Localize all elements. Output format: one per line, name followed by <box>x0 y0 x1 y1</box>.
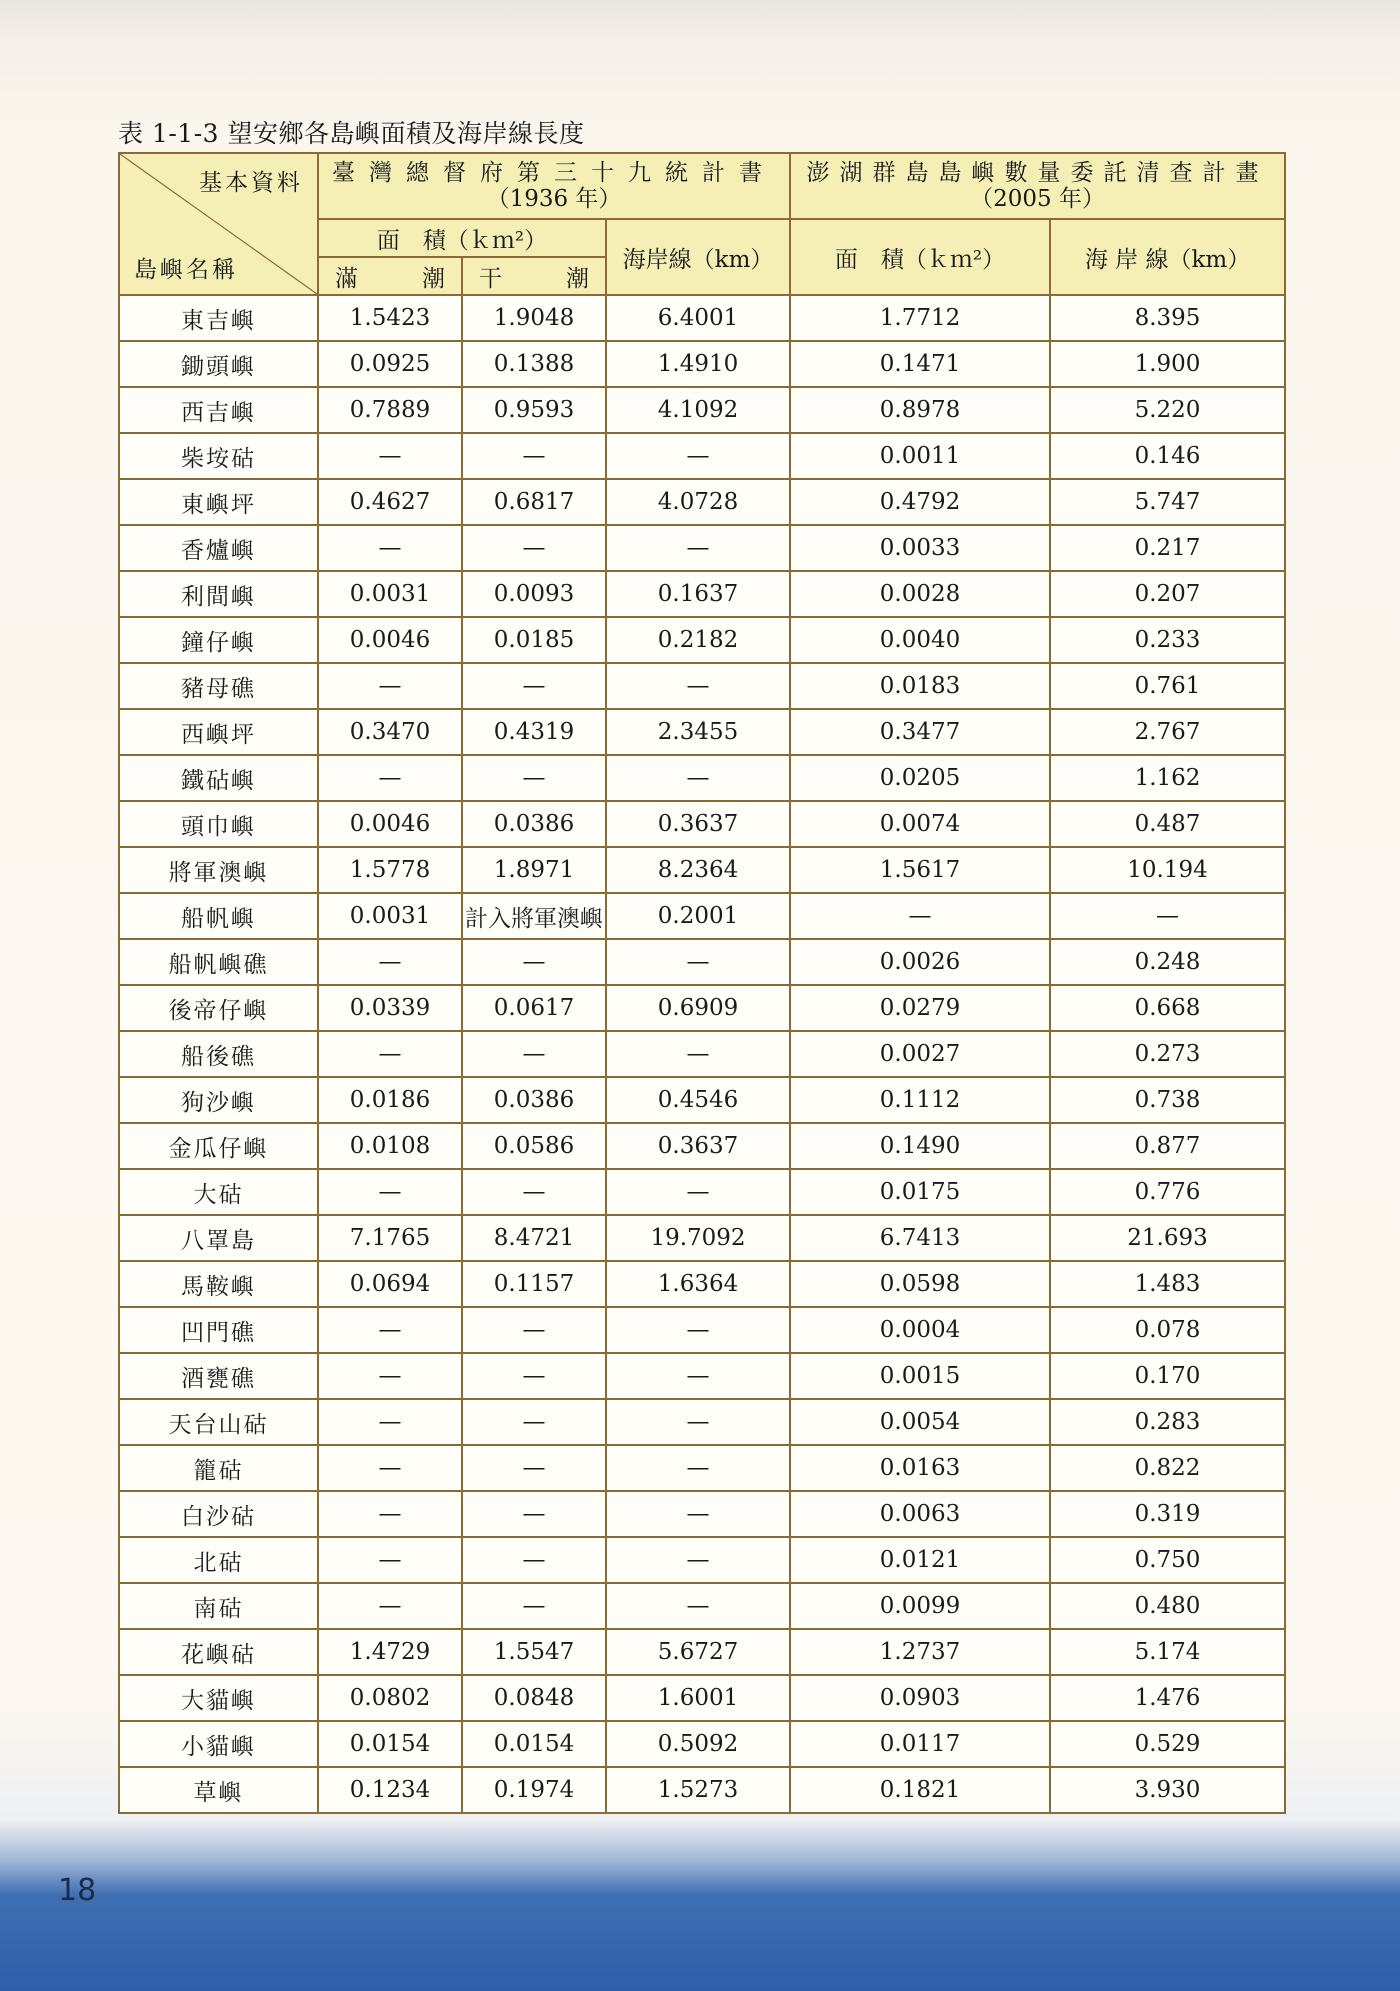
island-name-cell: 鋤頭嶼 <box>119 341 318 387</box>
coastline-2005-cell: 0.078 <box>1050 1307 1285 1353</box>
coastline-1936-cell: — <box>606 525 790 571</box>
area-2005-cell: 0.0015 <box>790 1353 1050 1399</box>
low-tide-area-1936-cell: — <box>462 755 606 801</box>
table-row <box>119 1353 1285 1399</box>
island-name-cell: 頭巾嶼 <box>119 801 318 847</box>
coastline-1936-cell: — <box>606 1583 790 1629</box>
low-tide-area-1936-cell: — <box>462 1445 606 1491</box>
island-name-cell: 白沙𥑮 <box>119 1491 318 1537</box>
high-tide-area-1936-cell: — <box>318 1353 462 1399</box>
coastline-1936-cell: 1.4910 <box>606 341 790 387</box>
table-row <box>119 1169 1285 1215</box>
island-name-cell: 草嶼 <box>119 1767 318 1813</box>
island-name-cell: 凹門礁 <box>119 1307 318 1353</box>
high-tide-area-1936-cell: 0.0154 <box>318 1721 462 1767</box>
island-name-cell: 狗沙嶼 <box>119 1077 318 1123</box>
area-2005-cell: 0.0117 <box>790 1721 1050 1767</box>
low-tide-area-1936-cell: 1.9048 <box>462 295 606 341</box>
island-name-cell: 船後礁 <box>119 1031 318 1077</box>
page-number: 18 <box>58 1873 97 1908</box>
coastline-1936-cell: — <box>606 1399 790 1445</box>
corner-bottom-label: 島嶼名稱 <box>134 257 238 283</box>
coastline-2005-cell: 0.207 <box>1050 571 1285 617</box>
area-2005-cell: 0.0027 <box>790 1031 1050 1077</box>
area-2005-cell: 0.0099 <box>790 1583 1050 1629</box>
high-tide-area-1936-cell: 0.0339 <box>318 985 462 1031</box>
island-name-cell: 柴垵𥑮 <box>119 433 318 479</box>
area-2005-cell: 0.3477 <box>790 709 1050 755</box>
low-tide-area-1936-cell: 1.8971 <box>462 847 606 893</box>
coastline-2005-cell: 5.747 <box>1050 479 1285 525</box>
low-tide-area-1936-cell: 0.6817 <box>462 479 606 525</box>
island-name-cell: 花嶼𥑮 <box>119 1629 318 1675</box>
coastline-1936-cell: 5.6727 <box>606 1629 790 1675</box>
table-row <box>119 755 1285 801</box>
coastline-2005-cell: 0.822 <box>1050 1445 1285 1491</box>
low-tide-area-1936-cell: 0.0386 <box>462 1077 606 1123</box>
high-tide-area-1936-cell: — <box>318 1031 462 1077</box>
coastline-1936-cell: — <box>606 1537 790 1583</box>
island-name-cell: 天台山𥑮 <box>119 1399 318 1445</box>
island-name-cell: 將軍澳嶼 <box>119 847 318 893</box>
high-tide-area-1936-cell: 7.1765 <box>318 1215 462 1261</box>
coastline-1936-cell: — <box>606 1307 790 1353</box>
high-tide-area-1936-cell: 0.1234 <box>318 1767 462 1813</box>
area-2005-cell: 0.8978 <box>790 387 1050 433</box>
island-name-cell: 北𥑮 <box>119 1537 318 1583</box>
coastline-1936-cell: — <box>606 755 790 801</box>
coastline-1936-cell: 4.0728 <box>606 479 790 525</box>
area-2005-cell: 0.0121 <box>790 1537 1050 1583</box>
survey-2005-header <box>790 153 1285 219</box>
coastline-1936-cell: 0.3637 <box>606 801 790 847</box>
low-tide-area-1936-cell: — <box>462 1307 606 1353</box>
coastline-2005-cell: 0.319 <box>1050 1491 1285 1537</box>
coastline-1936-cell: — <box>606 1491 790 1537</box>
table-row <box>119 433 1285 479</box>
island-name-cell: 八罩島 <box>119 1215 318 1261</box>
high-tide-area-1936-cell: 0.0694 <box>318 1261 462 1307</box>
table-row <box>119 709 1285 755</box>
island-name-cell: 大貓嶼 <box>119 1675 318 1721</box>
high-tide-area-1936-cell: — <box>318 525 462 571</box>
coastline-2005-cell: 0.750 <box>1050 1537 1285 1583</box>
high-tide-area-1936-cell: — <box>318 1537 462 1583</box>
coastline-2005-cell: 1.483 <box>1050 1261 1285 1307</box>
low-tide-area-1936-cell: 0.4319 <box>462 709 606 755</box>
low-tide-area-1936-cell: 0.0154 <box>462 1721 606 1767</box>
coastline-2005-cell: 1.476 <box>1050 1675 1285 1721</box>
area-2005-cell: 0.4792 <box>790 479 1050 525</box>
coast-1936-header: 海岸線（km） <box>606 219 790 295</box>
coastline-2005-cell: 2.767 <box>1050 709 1285 755</box>
high-tide-area-1936-cell: 1.5778 <box>318 847 462 893</box>
island-name-cell: 籠𥑮 <box>119 1445 318 1491</box>
coastline-2005-cell: 0.529 <box>1050 1721 1285 1767</box>
coastline-2005-cell: 0.233 <box>1050 617 1285 663</box>
table-row <box>119 1077 1285 1123</box>
coastline-1936-cell: 0.6909 <box>606 985 790 1031</box>
island-name-cell: 南𥑮 <box>119 1583 318 1629</box>
table-row <box>119 525 1285 571</box>
island-area-table <box>118 152 1286 1814</box>
survey-1936-title: 臺灣總督府第三十九統計書 <box>332 160 777 186</box>
coastline-1936-cell: — <box>606 1445 790 1491</box>
area-2005-cell: 1.5617 <box>790 847 1050 893</box>
table-row <box>119 663 1285 709</box>
coastline-1936-cell: — <box>606 939 790 985</box>
area-2005-cell: 1.2737 <box>790 1629 1050 1675</box>
survey-1936-year: （1936 年） <box>486 186 622 212</box>
table-row <box>119 1123 1285 1169</box>
coastline-1936-cell: 0.5092 <box>606 1721 790 1767</box>
coastline-2005-cell: 5.220 <box>1050 387 1285 433</box>
coastline-1936-cell: 19.7092 <box>606 1215 790 1261</box>
coastline-2005-cell: 0.761 <box>1050 663 1285 709</box>
table-row <box>119 387 1285 433</box>
area-2005-cell: 0.0903 <box>790 1675 1050 1721</box>
high-tide-area-1936-cell: 0.0108 <box>318 1123 462 1169</box>
coastline-2005-cell: — <box>1050 893 1285 939</box>
area-2005-cell: 0.1471 <box>790 341 1050 387</box>
area-2005-cell: 0.0175 <box>790 1169 1050 1215</box>
coastline-2005-cell: 0.776 <box>1050 1169 1285 1215</box>
survey-2005-title: 澎湖群島島嶼數量委託清查計畫 <box>806 160 1269 186</box>
low-tide-area-1936-cell: 0.0586 <box>462 1123 606 1169</box>
low-tide-area-1936-cell: — <box>462 663 606 709</box>
low-tide-area-1936-cell: 0.0093 <box>462 571 606 617</box>
coastline-1936-cell: 0.3637 <box>606 1123 790 1169</box>
high-tide-area-1936-cell: 0.7889 <box>318 387 462 433</box>
coastline-2005-cell: 0.273 <box>1050 1031 1285 1077</box>
high-tide-area-1936-cell: 0.0031 <box>318 893 462 939</box>
coastline-2005-cell: 0.283 <box>1050 1399 1285 1445</box>
high-tide-area-1936-cell: — <box>318 1445 462 1491</box>
coastline-2005-cell: 8.395 <box>1050 295 1285 341</box>
table-row <box>119 847 1285 893</box>
high-tide-area-1936-cell: 0.4627 <box>318 479 462 525</box>
area-2005-cell: 0.0074 <box>790 801 1050 847</box>
high-tide-area-1936-cell: — <box>318 663 462 709</box>
corner-header-cell <box>119 153 318 295</box>
coastline-1936-cell: 8.2364 <box>606 847 790 893</box>
island-name-cell: 船帆嶼 <box>119 893 318 939</box>
table-row <box>119 1491 1285 1537</box>
low-tide-area-1936-cell: 計入將軍澳嶼 <box>462 893 606 939</box>
low-tide-area-1936-cell: 0.0185 <box>462 617 606 663</box>
coastline-1936-cell: 0.4546 <box>606 1077 790 1123</box>
coastline-1936-cell: 1.6001 <box>606 1675 790 1721</box>
low-tide-area-1936-cell: 1.5547 <box>462 1629 606 1675</box>
high-tide-header: 滿 潮 <box>318 257 462 295</box>
area-2005-cell: 0.0205 <box>790 755 1050 801</box>
area-2005-cell: 0.0026 <box>790 939 1050 985</box>
coastline-1936-cell: 2.3455 <box>606 709 790 755</box>
survey-2005-year: （2005 年） <box>970 186 1105 212</box>
table-caption: 表 1-1-3 望安鄉各島嶼面積及海岸線長度 <box>118 119 585 148</box>
coastline-1936-cell: 1.5273 <box>606 1767 790 1813</box>
table-row <box>119 985 1285 1031</box>
island-name-cell: 鐘仔嶼 <box>119 617 318 663</box>
area-2005-cell: — <box>790 893 1050 939</box>
table-row <box>119 1445 1285 1491</box>
low-tide-area-1936-cell: — <box>462 1169 606 1215</box>
area-2005-cell: 0.0028 <box>790 571 1050 617</box>
table-row <box>119 1307 1285 1353</box>
table-row <box>119 295 1285 341</box>
table-row <box>119 893 1285 939</box>
high-tide-area-1936-cell: — <box>318 939 462 985</box>
island-name-cell: 鐵砧嶼 <box>119 755 318 801</box>
low-tide-area-1936-cell: 8.4721 <box>462 1215 606 1261</box>
area-2005-cell: 0.0598 <box>790 1261 1050 1307</box>
table-row <box>119 1537 1285 1583</box>
area-2005-cell: 0.0163 <box>790 1445 1050 1491</box>
low-tide-area-1936-cell: 0.9593 <box>462 387 606 433</box>
area-2005-cell: 0.0183 <box>790 663 1050 709</box>
high-tide-area-1936-cell: — <box>318 1491 462 1537</box>
coastline-1936-cell: — <box>606 1169 790 1215</box>
island-name-cell: 利間嶼 <box>119 571 318 617</box>
island-name-cell: 豬母礁 <box>119 663 318 709</box>
table-row <box>119 571 1285 617</box>
high-tide-area-1936-cell: — <box>318 755 462 801</box>
low-tide-area-1936-cell: — <box>462 1353 606 1399</box>
low-tide-area-1936-cell: — <box>462 1537 606 1583</box>
coastline-2005-cell: 1.162 <box>1050 755 1285 801</box>
table-row <box>119 1629 1285 1675</box>
island-name-cell: 東吉嶼 <box>119 295 318 341</box>
high-tide-area-1936-cell: — <box>318 433 462 479</box>
coastline-1936-cell: — <box>606 1031 790 1077</box>
low-tide-area-1936-cell: 0.0386 <box>462 801 606 847</box>
table-row <box>119 1215 1285 1261</box>
coastline-2005-cell: 1.900 <box>1050 341 1285 387</box>
coastline-2005-cell: 0.170 <box>1050 1353 1285 1399</box>
area-2005-cell: 1.7712 <box>790 295 1050 341</box>
high-tide-area-1936-cell: — <box>318 1583 462 1629</box>
island-name-cell: 西嶼坪 <box>119 709 318 755</box>
high-tide-area-1936-cell: 0.0031 <box>318 571 462 617</box>
coastline-2005-cell: 0.217 <box>1050 525 1285 571</box>
island-name-cell: 東嶼坪 <box>119 479 318 525</box>
table-row <box>119 479 1285 525</box>
island-name-cell: 船帆嶼礁 <box>119 939 318 985</box>
coastline-2005-cell: 0.668 <box>1050 985 1285 1031</box>
high-tide-area-1936-cell: — <box>318 1307 462 1353</box>
corner-top-label: 基本資料 <box>199 170 303 196</box>
island-name-cell: 西吉嶼 <box>119 387 318 433</box>
area-2005-cell: 6.7413 <box>790 1215 1050 1261</box>
coastline-1936-cell: — <box>606 663 790 709</box>
table-body <box>119 295 1285 1813</box>
high-tide-area-1936-cell: 0.0046 <box>318 617 462 663</box>
table-row <box>119 617 1285 663</box>
low-tide-area-1936-cell: — <box>462 1399 606 1445</box>
low-tide-area-1936-cell: 0.0617 <box>462 985 606 1031</box>
area-2005-header: 面 積（ｋｍ²） <box>790 219 1050 295</box>
table-row <box>119 939 1285 985</box>
low-tide-area-1936-cell: — <box>462 1491 606 1537</box>
island-name-cell: 酒甕礁 <box>119 1353 318 1399</box>
island-name-cell: 小貓嶼 <box>119 1721 318 1767</box>
area-2005-cell: 0.0011 <box>790 433 1050 479</box>
table-row <box>119 1399 1285 1445</box>
high-tide-area-1936-cell: 0.0802 <box>318 1675 462 1721</box>
low-tide-area-1936-cell: — <box>462 939 606 985</box>
high-tide-area-1936-cell: 0.0186 <box>318 1077 462 1123</box>
low-tide-area-1936-cell: 0.1388 <box>462 341 606 387</box>
coastline-2005-cell: 0.487 <box>1050 801 1285 847</box>
area-1936-header: 面 積（ｋｍ²） <box>318 219 606 257</box>
high-tide-area-1936-cell: 1.4729 <box>318 1629 462 1675</box>
coastline-2005-cell: 0.877 <box>1050 1123 1285 1169</box>
coastline-1936-cell: 0.1637 <box>606 571 790 617</box>
high-tide-area-1936-cell: 0.0046 <box>318 801 462 847</box>
high-tide-area-1936-cell: — <box>318 1399 462 1445</box>
high-tide-area-1936-cell: 1.5423 <box>318 295 462 341</box>
coastline-2005-cell: 21.693 <box>1050 1215 1285 1261</box>
area-2005-cell: 0.1490 <box>790 1123 1050 1169</box>
coastline-2005-cell: 0.738 <box>1050 1077 1285 1123</box>
low-tide-area-1936-cell: — <box>462 1031 606 1077</box>
low-tide-area-1936-cell: — <box>462 525 606 571</box>
island-name-cell: 大𥑮 <box>119 1169 318 1215</box>
area-2005-cell: 0.0054 <box>790 1399 1050 1445</box>
table-row <box>119 1675 1285 1721</box>
high-tide-area-1936-cell: 0.3470 <box>318 709 462 755</box>
area-2005-cell: 0.1821 <box>790 1767 1050 1813</box>
low-tide-header: 干 潮 <box>462 257 606 295</box>
coastline-1936-cell: 0.2001 <box>606 893 790 939</box>
area-2005-cell: 0.0033 <box>790 525 1050 571</box>
area-2005-cell: 0.0063 <box>790 1491 1050 1537</box>
low-tide-area-1936-cell: 0.0848 <box>462 1675 606 1721</box>
island-name-cell: 馬鞍嶼 <box>119 1261 318 1307</box>
coast-2005-header: 海 岸 線（km） <box>1050 219 1285 295</box>
table-row <box>119 1031 1285 1077</box>
survey-1936-header <box>318 153 790 219</box>
coastline-1936-cell: — <box>606 1353 790 1399</box>
table-row <box>119 1721 1285 1767</box>
coastline-1936-cell: — <box>606 433 790 479</box>
coastline-1936-cell: 0.2182 <box>606 617 790 663</box>
island-name-cell: 後帝仔嶼 <box>119 985 318 1031</box>
coastline-1936-cell: 6.4001 <box>606 295 790 341</box>
coastline-2005-cell: 5.174 <box>1050 1629 1285 1675</box>
low-tide-area-1936-cell: 0.1974 <box>462 1767 606 1813</box>
coastline-2005-cell: 10.194 <box>1050 847 1285 893</box>
high-tide-area-1936-cell: — <box>318 1169 462 1215</box>
island-name-cell: 金瓜仔嶼 <box>119 1123 318 1169</box>
area-2005-cell: 0.1112 <box>790 1077 1050 1123</box>
area-2005-cell: 0.0279 <box>790 985 1050 1031</box>
coastline-1936-cell: 4.1092 <box>606 387 790 433</box>
low-tide-area-1936-cell: — <box>462 433 606 479</box>
table-row <box>119 1261 1285 1307</box>
table-row <box>119 1583 1285 1629</box>
area-2005-cell: 0.0004 <box>790 1307 1050 1353</box>
coastline-1936-cell: 1.6364 <box>606 1261 790 1307</box>
coastline-2005-cell: 3.930 <box>1050 1767 1285 1813</box>
coastline-2005-cell: 0.146 <box>1050 433 1285 479</box>
island-name-cell: 香爐嶼 <box>119 525 318 571</box>
table-row <box>119 801 1285 847</box>
low-tide-area-1936-cell: — <box>462 1583 606 1629</box>
table-row <box>119 1767 1285 1813</box>
table-row <box>119 341 1285 387</box>
coastline-2005-cell: 0.248 <box>1050 939 1285 985</box>
area-2005-cell: 0.0040 <box>790 617 1050 663</box>
low-tide-area-1936-cell: 0.1157 <box>462 1261 606 1307</box>
coastline-2005-cell: 0.480 <box>1050 1583 1285 1629</box>
high-tide-area-1936-cell: 0.0925 <box>318 341 462 387</box>
